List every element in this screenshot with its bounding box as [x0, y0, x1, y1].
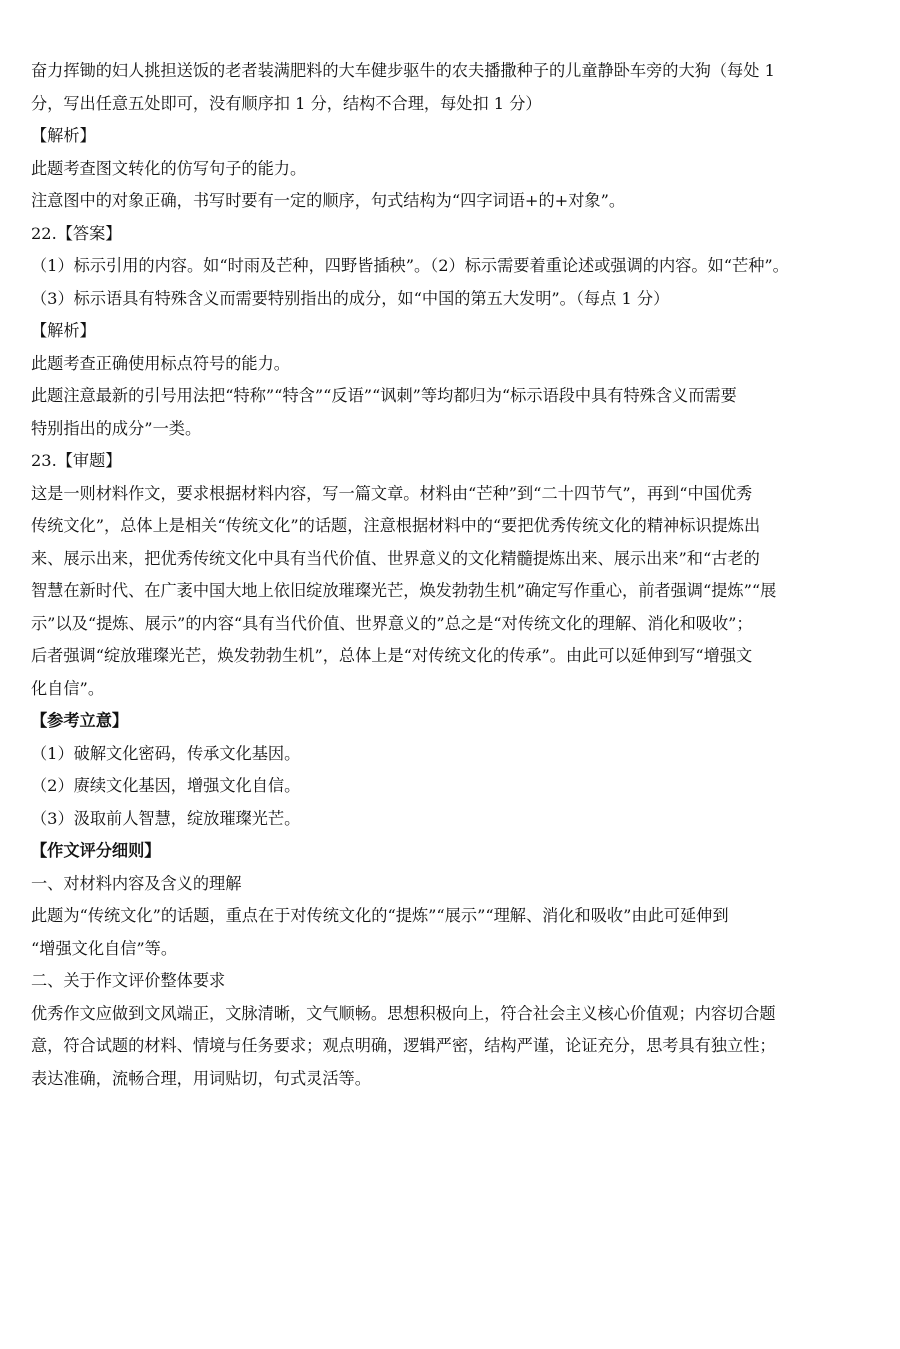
q23-cankao-line: （1）破解文化密码，传承文化基因。: [31, 743, 301, 763]
q23-shenti-line: 这是一则材料作文，要求根据材料内容，写一篇文章。材料由“芒种”到“二十四节气”，再到“中国优秀: [31, 483, 753, 503]
q23-shenti-line: 传统文化”，总体上是相关“传统文化”的话题，注意根据材料中的“要把优秀传统文化的精神标识提炼出: [31, 516, 761, 535]
q22-heading: 22.【答案】: [31, 223, 122, 243]
q22-answer-line: （1）标示引用的内容。如“时雨及芒种，四野皆插秧”。（2）标示需要着重论述或强调的内容。如“芒种”。: [31, 256, 789, 275]
q23-cankao-heading: 【参考立意】: [31, 711, 129, 730]
q23-pingfen-section2-line: 意，符合试题的材料、情境与任务要求；观点明确，逻辑严密，结构严谨，论证充分，思考具有独立性；: [31, 1036, 776, 1055]
q21-answer-line: 分，写出任意五处即可，没有顺序扣 1 分，结构不合理，每处扣 1 分）: [31, 93, 542, 113]
q23-pingfen-section2-line: 优秀作文应做到文风端正，文脉清晰，文气顺畅。思想积极向上，符合社会主义核心价值观；内容切合题: [31, 1003, 776, 1023]
q21-jiexi-line: 此题考查图文转化的仿写句子的能力。: [31, 158, 307, 178]
q22-jiexi-line: 此题考查正确使用标点符号的能力。: [31, 353, 290, 373]
q22-jiexi-heading: 【解析】: [31, 321, 96, 340]
q21-answer-line: 奋力挥锄的妇人挑担送饭的老者装满肥料的大车健步驱牛的农夫播撒种子的儿童静卧车旁的大狗（每处 1: [31, 61, 775, 80]
q23-pingfen-heading: 【作文评分细则】: [31, 841, 161, 860]
q23-shenti-line: 化自信”。: [31, 678, 105, 698]
q22-jiexi-line: 此题注意最新的引号用法把“特称”“特含”“反语”“讽刺”等均都归为“标示语段中具有特殊含义而需要: [31, 386, 737, 405]
document-page: [31, 55, 877, 1095]
q23-cankao-line: （3）汲取前人智慧，绽放璀璨光芒。: [31, 808, 301, 828]
q21-jiexi-heading: 【解析】: [31, 126, 96, 145]
q23-shenti-line: 示”以及“提炼、展示”的内容“具有当代价值、世界意义的”总之是“对传统文化的理解、消化和吸收”；: [31, 613, 753, 633]
q23-pingfen-section2-line: 表达准确，流畅合理，用词贴切，句式灵活等。: [31, 1068, 371, 1088]
q23-pingfen-section1-title: 一、对材料内容及含义的理解: [31, 873, 242, 893]
q23-cankao-line: （2）赓续文化基因，增强文化自信。: [31, 776, 301, 795]
q23-pingfen-section1-line: “增强文化自信”等。: [31, 938, 178, 958]
q22-jiexi-line: 特别指出的成分”一类。: [31, 418, 202, 438]
q23-shenti-line: 来、展示出来，把优秀传统文化中具有当代价值、世界意义的文化精髓提炼出来、展示出来”和“古老的: [31, 548, 760, 568]
q23-shenti-line: 智慧在新时代、在广袤中国大地上依旧绽放璀璨光芒，焕发勃勃生机”确定写作重心，前者强调“提炼”“展: [31, 581, 777, 600]
q23-pingfen-section2-title: 二、关于作文评价整体要求: [31, 971, 226, 990]
q23-pingfen-section1-line: 此题为“传统文化”的话题，重点在于对传统文化的“提炼”“展示”“理解、消化和吸收”由此可延伸到: [31, 906, 729, 925]
q22-answer-line: （3）标示语具有特殊含义而需要特别指出的成分，如“中国的第五大发明”。（每点 1 分）: [31, 288, 670, 308]
q21-jiexi-line: 注意图中的对象正确，书写时要有一定的顺序，句式结构为“四字词语+的+对象”。: [31, 191, 626, 210]
q23-heading: 23.【审题】: [31, 451, 122, 470]
q23-shenti-line: 后者强调“绽放璀璨光芒，焕发勃勃生机”，总体上是“对传统文化的传承”。由此可以延伸到写“增强文: [31, 646, 753, 665]
